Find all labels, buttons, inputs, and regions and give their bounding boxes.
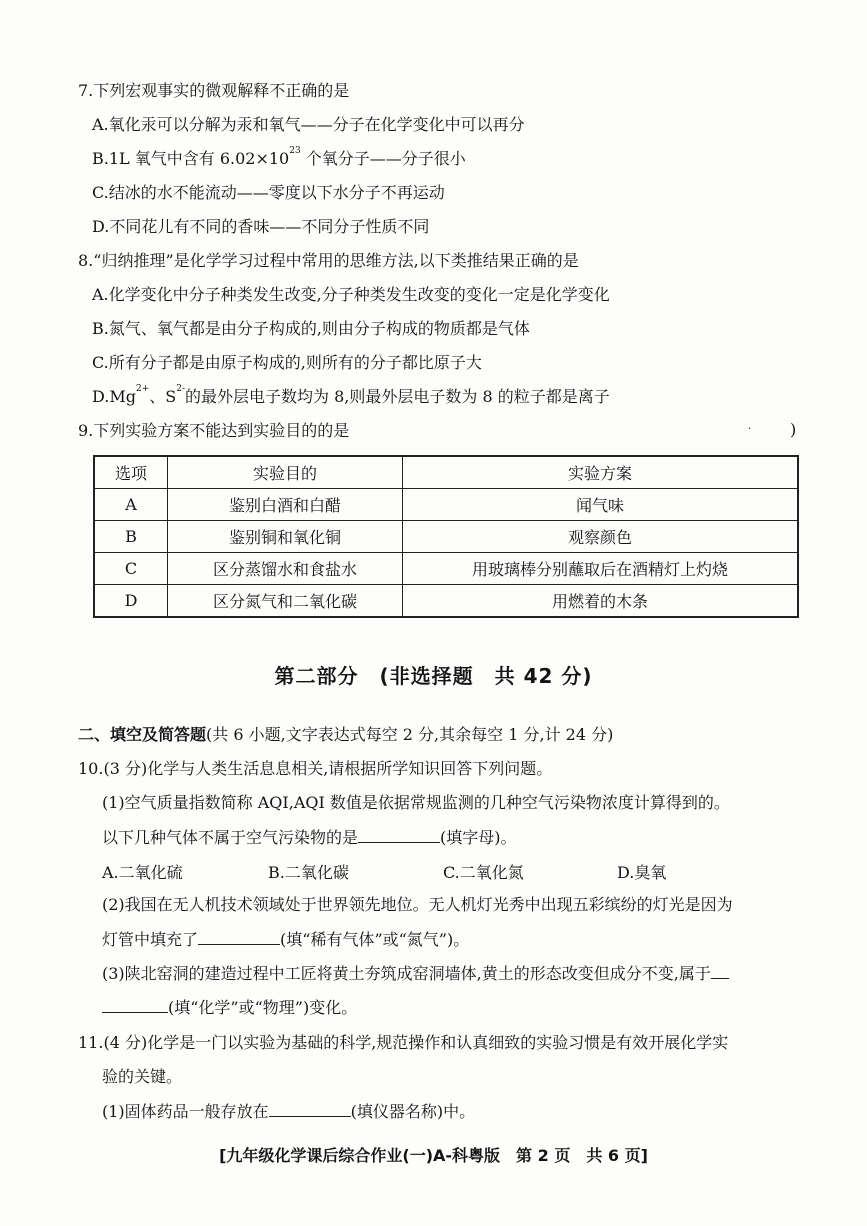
table-row <box>94 521 798 553</box>
q10-part3-line1 <box>102 962 729 985</box>
q7-option-d: D.不同花儿有不同的香味——不同分子性质不同 <box>92 217 430 236</box>
q7-option-b-exponent: 23 <box>289 146 301 156</box>
q10-option-a: A.二氧化硫 <box>102 863 183 882</box>
table-row <box>94 585 798 618</box>
q8-option-a: A.化学变化中分子种类发生改变,分子种类发生改变的变化一定是化学变化 <box>92 285 610 304</box>
q7-option-b-text-end: 个氧分子——分子很小 <box>300 149 466 168</box>
table-header-plan: 实验方案 <box>403 456 799 489</box>
table-cell: 用玻璃棒分别蘸取后在酒精灯上灼烧 <box>403 553 799 585</box>
table-header-option: 选项 <box>94 456 168 489</box>
q9-stem: 9.下列实验方案不能达到实验目的的是 <box>78 421 350 440</box>
q7-option-c: C.结冰的水不能流动——零度以下水分子不再运动 <box>92 183 445 202</box>
q10-stem: 10.(3 分)化学与人类生活息息相关,请根据所学知识回答下列问题。 <box>78 759 553 778</box>
q10-part2-line2 <box>102 928 469 951</box>
q10-part1-line1: (1)空气质量指数简称 AQI,AQI 数值是依据常规监测的几种空气污染物浓度计算得到的。 <box>102 793 730 812</box>
q9-table <box>93 455 799 618</box>
q10-option-c: C.二氧化氮 <box>443 863 524 882</box>
q11-part1 <box>102 1100 475 1123</box>
q11-part1-text: (1)固体药品一般存放在 <box>102 1102 269 1121</box>
answer-blank[interactable] <box>358 826 440 843</box>
q9-answer-paren: ) <box>790 420 797 439</box>
table-cell: 区分蒸馏水和食盐水 <box>168 553 403 585</box>
table-cell: 鉴别铜和氧化铜 <box>168 521 403 553</box>
q7-option-b-text: B.1L 氧气中含有 6.02×10 <box>92 149 290 168</box>
part2-title: 第二部分 (非选择题 共 42 分) <box>274 664 593 688</box>
q10-part3-text: (3)陕北窑洞的建造过程中工匠将黄土夯筑成窑洞墙体,黄土的形态改变但成分不变,属于 <box>102 964 711 983</box>
table-row <box>94 489 798 521</box>
q10-part3-line2 <box>102 996 357 1019</box>
q11-stem-line2: 验的关键。 <box>102 1067 183 1086</box>
q11-part1-hint: (填仪器名称)中。 <box>350 1102 476 1121</box>
table-cell: 观察颜色 <box>403 521 799 553</box>
q7-option-a: A.氧化汞可以分解为汞和氧气——分子在化学变化中可以再分 <box>92 115 525 134</box>
q8-option-c: C.所有分子都是由原子构成的,则所有的分子都比原子大 <box>92 353 482 372</box>
q10-part2-hint: (填“稀有气体”或“氮气”)。 <box>280 930 470 949</box>
q10-part1-text: 以下几种气体不属于空气污染物的是 <box>102 828 359 847</box>
q8-option-d <box>92 386 610 408</box>
q7-stem: 7.下列宏观事实的微观解释不正确的是 <box>78 81 350 100</box>
q10-part2-line1: (2)我国在无人机技术领域处于世界领先地位。无人机灯光秀中出现五彩缤纷的灯光是因为 <box>102 895 733 914</box>
table-cell: 闻气味 <box>403 489 799 521</box>
table-cell: D <box>94 585 168 618</box>
table-cell: 区分氮气和二氧化碳 <box>168 585 403 618</box>
table-cell: A <box>94 489 168 521</box>
table-header-row <box>94 456 798 489</box>
answer-blank[interactable] <box>102 996 168 1013</box>
q8-stem: 8.“归纳推理”是化学学习过程中常用的思维方法,以下类推结果正确的是 <box>78 251 579 270</box>
answer-blank[interactable] <box>269 1100 351 1117</box>
section2-heading <box>78 724 613 746</box>
q8-option-b: B.氮气、氧气都是由分子构成的,则由分子构成的物质都是气体 <box>92 319 530 338</box>
q8-d-charge1: 2+ <box>135 384 150 394</box>
q10-part2-text: 灯管中填充了 <box>102 930 199 949</box>
q8-d-charge2: 2- <box>176 384 185 394</box>
section2-title: 二、填空及简答题 <box>78 725 207 744</box>
q10-part1-line2 <box>102 826 517 849</box>
table-row <box>94 553 798 585</box>
answer-blank[interactable] <box>198 928 280 945</box>
table-cell: 用燃着的木条 <box>403 585 799 618</box>
table-cell: 鉴别白酒和白醋 <box>168 489 403 521</box>
q10-part1-hint: (填字母)。 <box>440 828 517 847</box>
q8-d-part3: 的最外层电子数均为 8,则最外层电子数为 8 的粒子都是离子 <box>185 387 610 406</box>
table-header-purpose: 实验目的 <box>168 456 403 489</box>
page-footer: [九年级化学课后综合作业(一)A-科粤版 第 2 页 共 6 页] <box>219 1146 648 1165</box>
q8-d-part1: D.Mg <box>92 387 136 406</box>
q10-option-b: B.二氧化碳 <box>268 863 349 882</box>
answer-blank[interactable] <box>711 962 729 979</box>
q10-option-d: D.臭氧 <box>617 863 667 882</box>
q8-d-part2: 、S <box>149 387 177 406</box>
q7-option-b <box>92 148 466 170</box>
q11-stem: 11.(4 分)化学是一门以实验为基础的科学,规范操作和认真细致的实验习惯是有效开展化学实 <box>78 1033 729 1052</box>
table-cell: C <box>94 553 168 585</box>
section2-note: (共 6 小题,文字表达式每空 2 分,其余每空 1 分,计 24 分) <box>206 725 614 744</box>
table-cell: B <box>94 521 168 553</box>
q9-dot: · <box>748 424 752 435</box>
q10-part3-hint: (填“化学”或“物理”)变化。 <box>168 998 358 1017</box>
